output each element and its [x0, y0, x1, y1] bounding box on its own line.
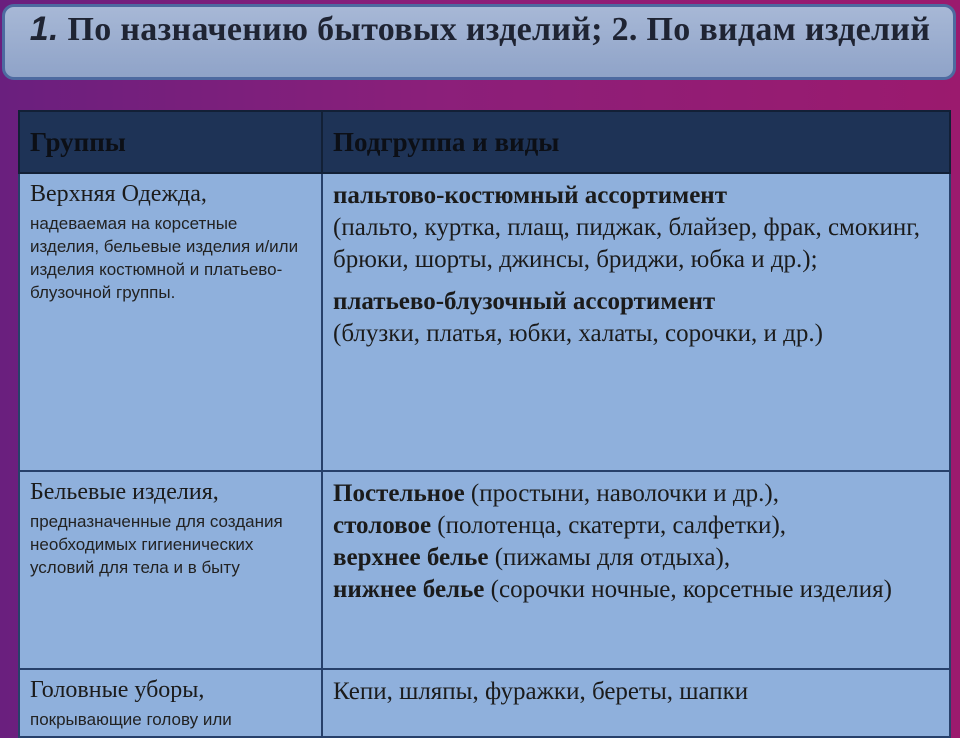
- subgroup-title: столовое: [333, 512, 432, 539]
- group-name: Бельевые изделия,: [30, 479, 219, 505]
- subgroup-items: (сорочки ночные, корсетные изделия): [484, 576, 892, 603]
- group-cell: [19, 173, 322, 471]
- group-description: покрывающие голову или: [30, 710, 232, 729]
- subgroup-title: платьево-блузочный ассортимент: [333, 288, 716, 315]
- subgroup-items: (пальто, куртка, плащ, пиджак, блайзер, фрак, смокинг, брюки, шорты, джинсы, бриджи, юбка и др.);: [333, 214, 920, 273]
- subgroup-items: (полотенца, скатерти, салфетки),: [431, 512, 787, 539]
- header-groups: Группы: [19, 111, 322, 173]
- subgroup-paragraph: [333, 180, 939, 276]
- group-description: надеваемая на корсетные изделия, бельевые изделия и/или изделия костюмной и платьево-блузочной группы.: [30, 214, 299, 302]
- group-description: предназначенные для создания необходимых гигиенических условий для тела и в быту: [30, 512, 283, 577]
- group-name: Верхняя Одежда,: [30, 181, 207, 207]
- table-row: [19, 173, 950, 471]
- classification-table: [18, 110, 951, 738]
- slide-title: [0, 6, 960, 53]
- group-name: Головные уборы,: [30, 677, 205, 703]
- table-row: [19, 669, 950, 737]
- subgroup-cell: [322, 669, 950, 737]
- subgroup-items: (пижамы для отдыха),: [488, 544, 731, 571]
- group-cell: [19, 669, 322, 737]
- subgroup-title: пальтово-костюмный ассортимент: [333, 182, 727, 209]
- subgroup-cell: [322, 471, 950, 669]
- subgroup-cell: [322, 173, 950, 471]
- header-subgroups: Подгруппа и виды: [322, 111, 950, 173]
- subgroup-items: Кепи, шляпы, фуражки, береты, шапки: [333, 678, 749, 705]
- group-cell: [19, 471, 322, 669]
- subgroup-items: (простыни, наволочки и др.),: [464, 480, 779, 507]
- title-rest: По назначению бытовых изделий; 2. По видам изделий: [58, 11, 931, 48]
- subgroup-paragraph: [333, 286, 939, 350]
- subgroup-title: нижнее белье: [333, 576, 485, 603]
- title-number: 1.: [29, 10, 59, 48]
- table-header-row: [19, 111, 950, 173]
- subgroup-title: верхнее белье: [333, 544, 489, 571]
- subgroup-title: Постельное: [333, 480, 465, 507]
- subgroup-items: (блузки, платья, юбки, халаты, сорочки, и др.): [333, 320, 823, 347]
- table-row: [19, 471, 950, 669]
